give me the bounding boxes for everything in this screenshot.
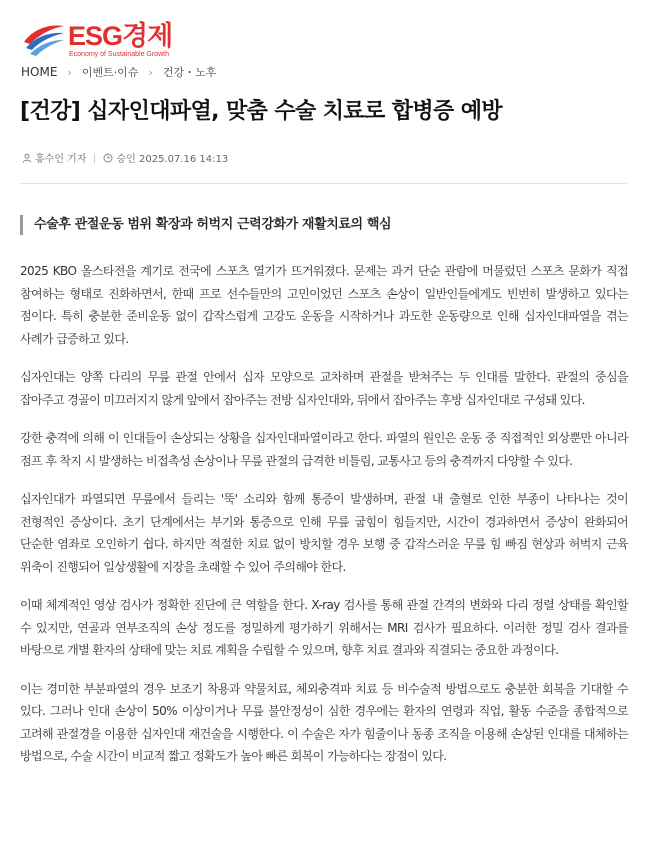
article-body [20,260,628,784]
breadcrumb-home[interactable]: HOME [21,65,58,79]
breadcrumb-section[interactable]: 이벤트·이슈 [81,66,139,79]
article-title: [건강] 십자인대파열, 맞춤 수술 치료로 합병증 예방 [20,99,503,124]
article-paragraph: 십자인대는 양쪽 다리의 무릎 관절 안에서 십자 모양으로 교차하며 관절을 받쳐주는 두 인대를 말한다. 관절의 중심을 잡아주고 경골이 미끄러지지 않게 앞에서 잡아주는 전방 십자인대와, 뒤에서 잡아주는 후방 십자인대로 구성돼 있다. [20,370,628,407]
meta-divider [94,153,95,163]
header-divider [20,183,627,184]
article-paragraph: 이는 경미한 부분파열의 경우 보조기 착용과 약물치료, 체외충격파 치료 등 비수술적 방법으로도 충분한 회복을 기대할 수 있다. 그러나 인대 손상이 50% 이상이거나 무릎 불안정성이 심한 경우에는 환자의 연령과 직업, 활동 수준을 종합적으로 고려해 관절경을 이용한 십자인대 재건술을 시행한다. 이 수술은 자가 힘줄이나 동종 조직을 이용해 손상된 인대를 대체하는 방법으로, 수술 시간이 비교적 짧고 정확도가 높아 빠른 회복이 가능하다는 장점이 있다. [20,681,628,763]
article-subheading: 수술후 관절운동 범위 확장과 허벅지 근력강화가 재활치료의 핵심 [20,215,391,235]
article-paragraph: 2025 KBO 올스타전을 계기로 전국에 스포츠 열기가 뜨거워졌다. 문제는 과거 단순 관람에 머물렀던 스포츠 문화가 직접 참여하는 형태로 진화하면서, 한때 프로 선수들만의 고민이었던 스포츠 손상이 일반인들에게도 빈번히 발생하고 있다는 점이다. 특히 충분한 준비운동 없이 갑작스럽게 고강도 운동을 시작하거나 과도한 운동량으로 인해 십자인대파열을 겪는 사례가 급증하고 있다. [20,264,628,346]
logo-wordmark: ESG경제 [68,21,173,51]
breadcrumb [21,64,216,80]
breadcrumb-category[interactable]: 건강・노후 [162,66,217,79]
clock-icon [103,153,113,163]
user-icon [22,153,32,163]
chevron-right-icon: › [148,65,153,79]
logo-swoosh-icon [22,22,66,58]
logo-tagline: Economy of Sustainable Growth [69,51,169,58]
site-logo[interactable] [22,20,182,62]
chevron-right-icon: › [67,65,72,79]
approved-datetime: 승인 2025.07.16 14:13 [116,154,229,165]
author-name[interactable]: 홍수인 기자 [35,154,87,165]
article-meta [22,150,228,165]
article-paragraph: 이때 체계적인 영상 검사가 정확한 진단에 큰 역할을 한다. X-ray 검사를 통해 관절 간격의 변화와 다리 정렬 상태를 확인할 수 있지만, 연골과 연부조직의 손상 정도를 정밀하게 평가하기 위해서는 MRI 검사가 필요하다. 이러한 정밀 검사 결과를 바탕으로 개별 환자의 상태에 맞는 치료 계획을 수립할 수 있으며, 향후 치료 결과와 직결되는 중요한 과정이다. [20,598,628,657]
article-paragraph: 강한 충격에 의해 이 인대들이 손상되는 상황을 십자인대파열이라고 한다. 파열의 원인은 운동 중 직접적인 외상뿐만 아니라 점프 후 착지 시 발생하는 비접촉성 손상이나 무릎 관절의 급격한 비틀림, 교통사고 등의 충격까지 다양할 수 있다. [20,431,628,468]
article-paragraph: 십자인대가 파열되면 무릎에서 들리는 '뚝' 소리와 함께 통증이 발생하며, 관절 내 출혈로 인한 부종이 나타나는 것이 전형적인 증상이다. 초기 단계에서는 부기와 통증으로 인해 무릎 굽힘이 힘들지만, 시간이 경과하면서 증상이 완화되어 단순한 염좌로 오인하기 쉽다. 하지만 적절한 치료 없이 방치할 경우 보행 중 갑작스러운 무릎 힘 빠짐 현상과 허벅지 근육 위축이 진행되어 일상생활에 지장을 초래할 수 있어 주의해야 한다. [20,492,628,574]
